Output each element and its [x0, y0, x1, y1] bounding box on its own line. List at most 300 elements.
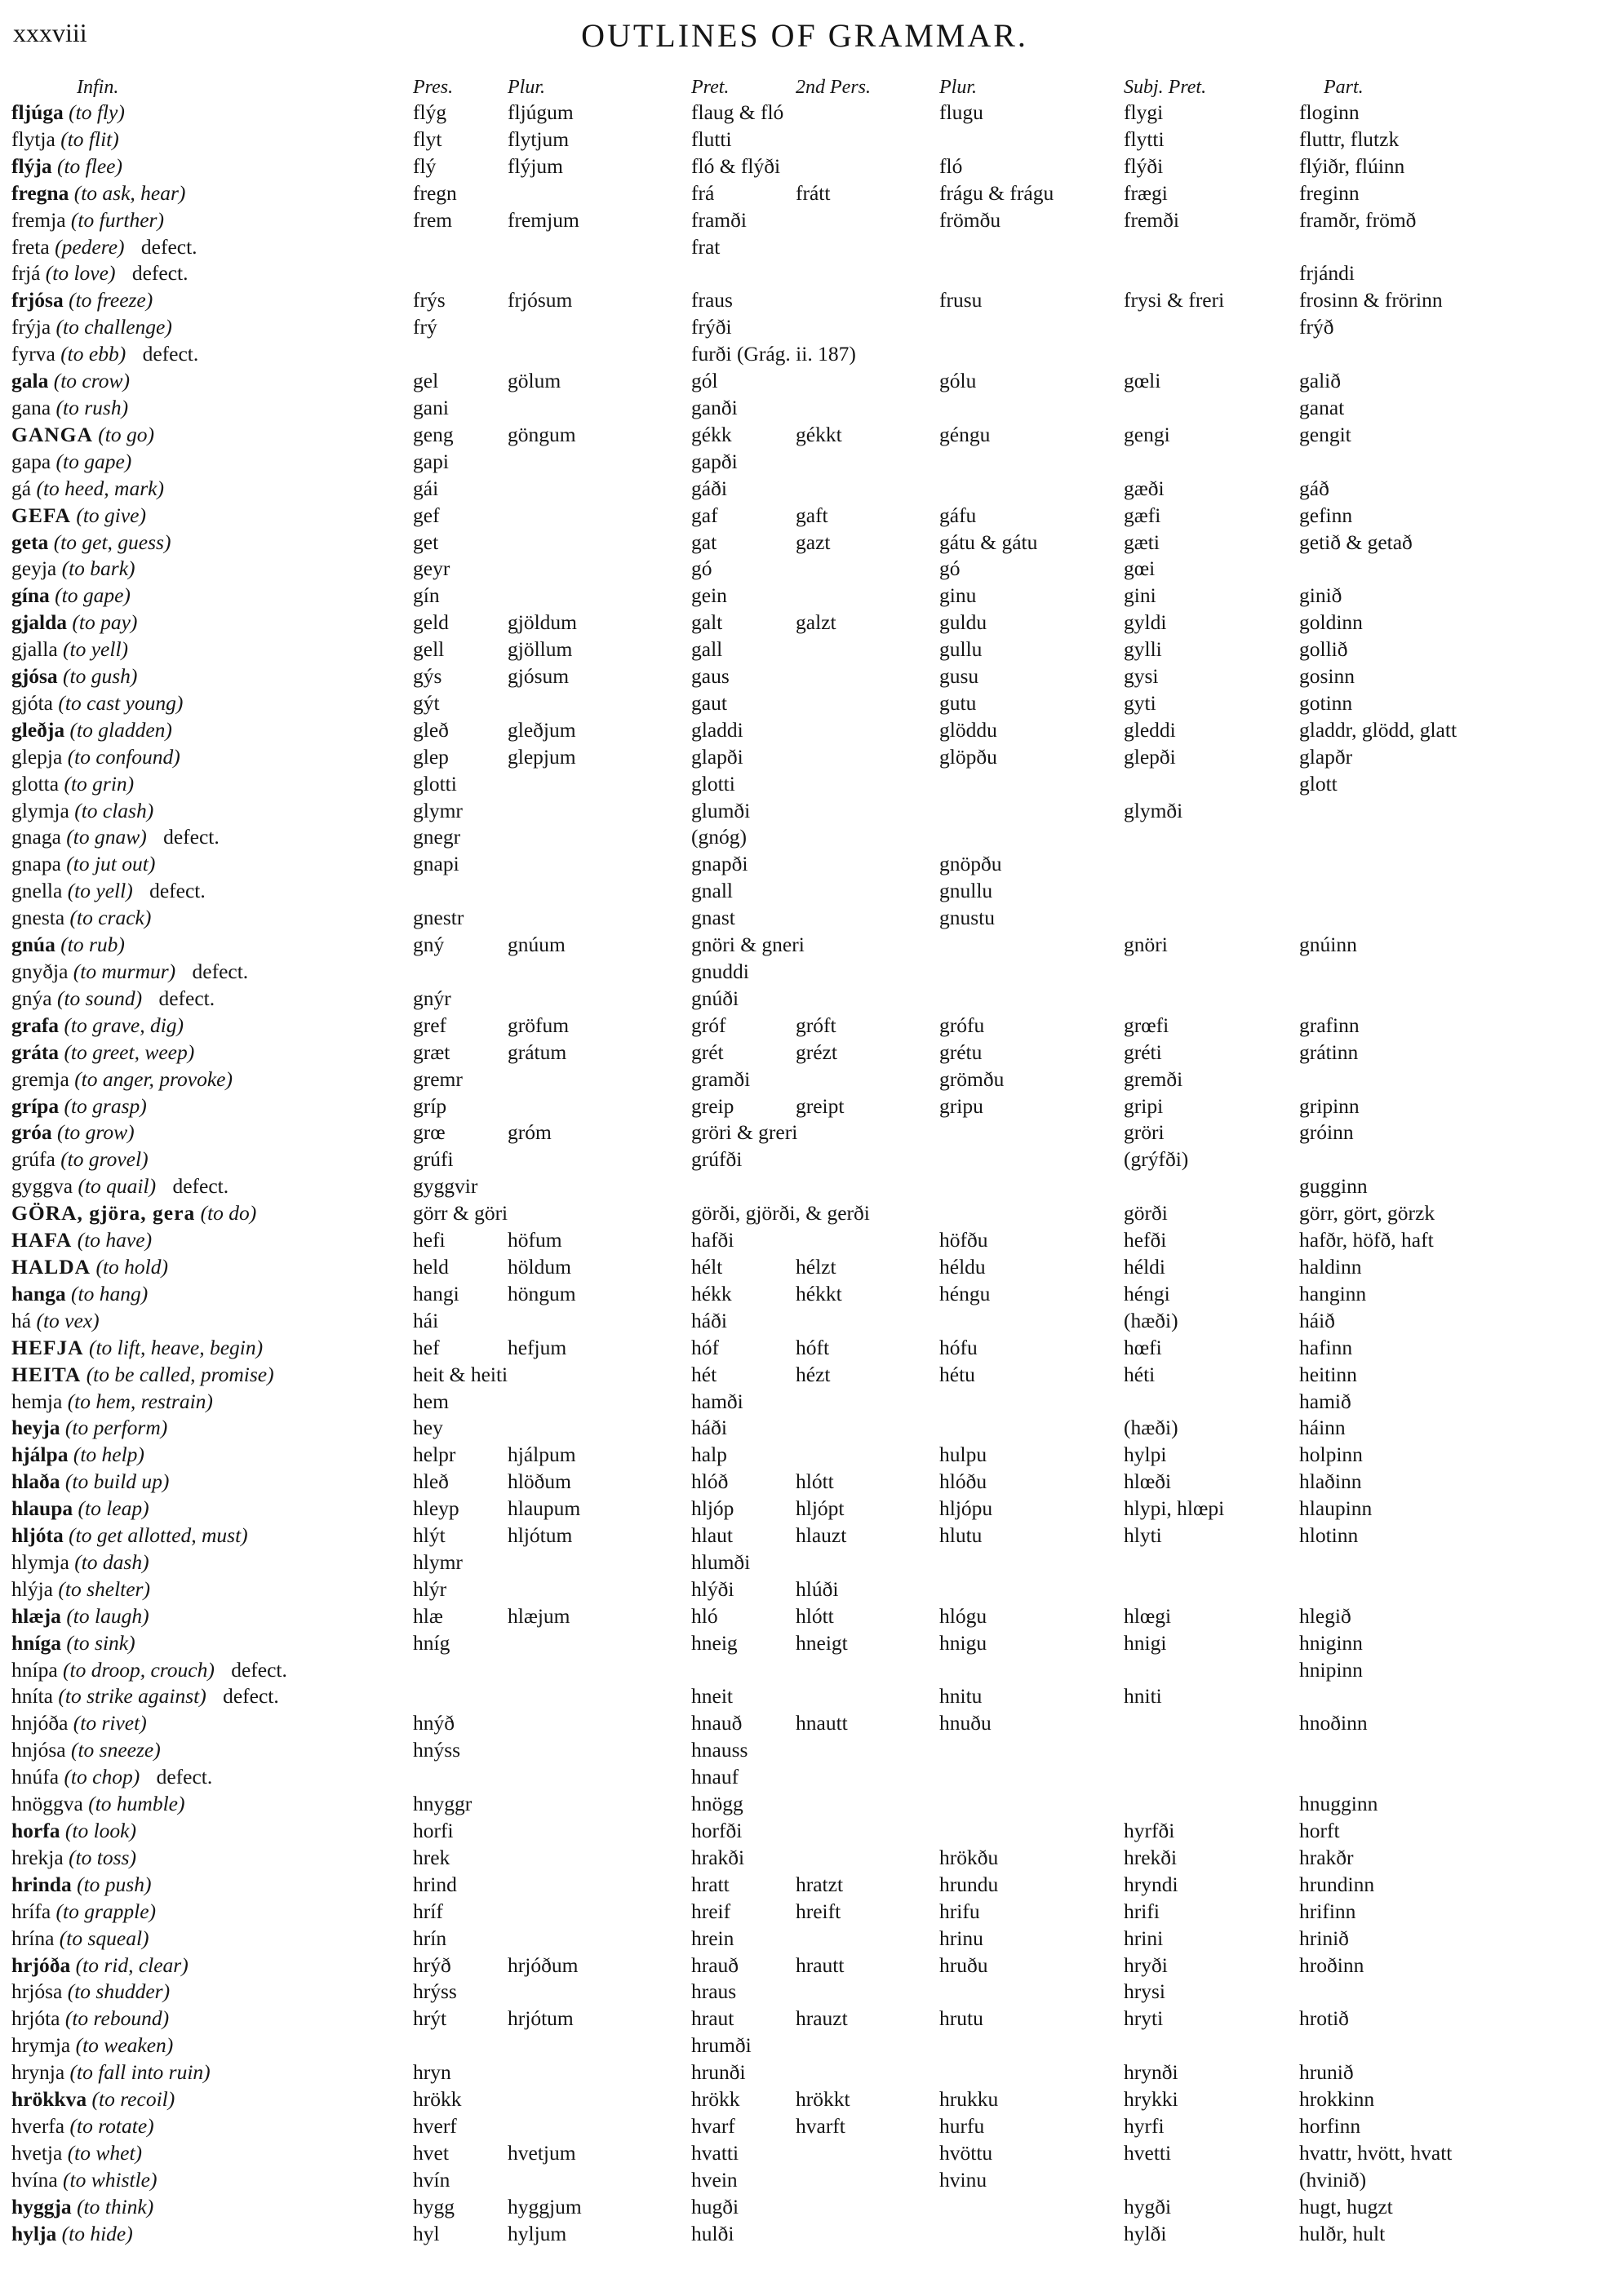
- verb-gloss: (to leap): [78, 1496, 149, 1521]
- present-cell: get: [413, 530, 439, 554]
- verb-gloss: (to get allotted, must): [69, 1523, 248, 1548]
- infinitive-cell: [11, 1818, 413, 1845]
- preterite-plural-cell: hvinu: [939, 2167, 987, 2192]
- table-row: [11, 287, 1603, 314]
- participle-cell: hrokkinn: [1299, 2087, 1375, 2112]
- preterite-2nd-person-cell: [796, 1308, 939, 1335]
- table-body: [11, 100, 1603, 2248]
- preterite-plural-cell: gusu: [939, 664, 979, 689]
- defect-note: defect.: [149, 879, 206, 903]
- preterite-plural-cell: [939, 1576, 1124, 1603]
- verb-headword: glymja: [11, 798, 69, 822]
- verb-gloss: (to gnaw): [66, 825, 147, 849]
- infinitive-cell: [11, 2194, 413, 2221]
- table-row: [11, 180, 1603, 207]
- subjunctive-preterite-cell: [1124, 1791, 1299, 1818]
- preterite-2nd-person-cell: [796, 986, 939, 1013]
- preterite-cell: hlumði: [691, 1549, 751, 1574]
- preterite-plural-cell: frágu & frágu: [939, 180, 1054, 205]
- preterite-cell: gróf: [691, 1013, 726, 1037]
- present-plural-cell: [508, 341, 691, 368]
- verb-headword: flýja: [11, 153, 52, 178]
- subjunctive-preterite-cell: [1124, 449, 1299, 476]
- preterite-2nd-person-cell: hreift: [796, 1899, 841, 1923]
- present-plural-cell: [508, 878, 691, 905]
- verb-headword: heyja: [11, 1416, 60, 1440]
- subjunctive-preterite-cell: gleddi: [1124, 717, 1176, 742]
- present-cell: hvet: [413, 2140, 449, 2165]
- preterite-cell: greip: [691, 1093, 734, 1118]
- present-cell: hái: [413, 1308, 439, 1332]
- infinitive-cell: [11, 1308, 413, 1335]
- preterite-plural-cell: hrutu: [939, 2006, 983, 2031]
- preterite-plural-cell: [939, 126, 1124, 153]
- present-plural-cell: [508, 1926, 691, 1952]
- table-row: [11, 449, 1603, 476]
- subjunctive-preterite-cell: flygi: [1124, 100, 1164, 124]
- defect-note: defect.: [140, 234, 197, 259]
- page-title: OUTLINES OF GRAMMAR.: [581, 17, 1028, 54]
- table-row: [11, 1146, 1603, 1173]
- verb-gloss: (to yell): [67, 879, 133, 903]
- participle-cell: [1299, 2032, 1603, 2059]
- defect-note: defect.: [172, 1174, 229, 1199]
- verb-headword: grafa: [11, 1013, 60, 1037]
- verb-gloss: (to do): [200, 1201, 257, 1226]
- present-plural-cell: [508, 1415, 691, 1442]
- verb-headword: gana: [11, 395, 51, 419]
- present-plural-cell: höngum: [508, 1281, 576, 1305]
- table-row: [11, 1899, 1603, 1926]
- preterite-plural-cell: géngu: [939, 422, 991, 446]
- verb-gloss: (to push): [77, 1872, 152, 1896]
- preterite-2nd-person-cell: [796, 1845, 939, 1872]
- preterite-2nd-person-cell: hratzt: [796, 1872, 844, 1896]
- verb-gloss: (to gape): [55, 449, 132, 473]
- page-header: [13, 15, 1596, 60]
- subjunctive-preterite-cell: hlœgi: [1124, 1603, 1172, 1628]
- subjunctive-preterite-cell: hyrfði: [1124, 1819, 1175, 1842]
- table-row: [11, 824, 1603, 851]
- participle-cell: galið: [1299, 369, 1341, 393]
- present-cell: græt: [413, 1039, 450, 1064]
- present-plural-cell: [508, 798, 691, 825]
- verb-headword: hnöggva: [11, 1792, 83, 1816]
- verb-headword: gjalda: [11, 610, 68, 635]
- verb-gloss: (to whet): [67, 2140, 143, 2165]
- infinitive-cell: [11, 2167, 413, 2194]
- infinitive-cell: [11, 1603, 413, 1630]
- infinitive-cell: [11, 1254, 413, 1281]
- preterite-cell: gall: [691, 637, 723, 662]
- present-cell: gyggvir: [413, 1174, 478, 1199]
- present-cell: [413, 260, 508, 287]
- preterite-2nd-person-cell: [796, 1442, 939, 1469]
- table-row: [11, 1710, 1603, 1737]
- subjunctive-preterite-cell: (hæði): [1124, 1308, 1178, 1332]
- participle-cell: fluttr, flutzk: [1299, 126, 1400, 151]
- preterite-2nd-person-cell: [796, 932, 939, 959]
- present-cell: glotti: [413, 771, 457, 796]
- subjunctive-preterite-cell: gnöri: [1124, 933, 1168, 957]
- preterite-cell: gat: [691, 530, 717, 554]
- infinitive-cell: [11, 1952, 413, 1979]
- verb-headword: hrymja: [11, 2033, 71, 2058]
- present-cell: hlæ: [413, 1603, 443, 1628]
- subjunctive-preterite-cell: (grýfði): [1124, 1147, 1189, 1172]
- participle-cell: [1299, 824, 1603, 851]
- preterite-plural-cell: gólu: [939, 369, 977, 393]
- subjunctive-preterite-cell: hyrfi: [1124, 2113, 1165, 2138]
- verb-gloss: (to build up): [64, 1469, 170, 1494]
- participle-cell: [1299, 1737, 1603, 1764]
- preterite-2nd-person-cell: hékkt: [796, 1281, 842, 1305]
- present-cell: [413, 1657, 508, 1684]
- participle-cell: gollið: [1299, 637, 1348, 662]
- participle-cell: glapðr: [1299, 744, 1353, 769]
- preterite-cell: hló: [691, 1603, 718, 1628]
- present-cell: [413, 878, 508, 905]
- table-row: [11, 1603, 1603, 1630]
- table-row: [11, 771, 1603, 798]
- present-plural-cell: [508, 1308, 691, 1335]
- verb-gloss: (to laugh): [66, 1603, 149, 1628]
- infinitive-cell: [11, 1281, 413, 1308]
- preterite-cell: háði: [691, 1308, 727, 1332]
- infinitive-cell: [11, 1442, 413, 1469]
- preterite-2nd-person-cell: hlótt: [796, 1603, 834, 1628]
- verb-gloss: (to fly): [69, 100, 125, 124]
- infinitive-cell: [11, 1039, 413, 1066]
- infinitive-cell: [11, 1979, 413, 2006]
- subjunctive-preterite-cell: gyldi: [1124, 610, 1167, 635]
- table-row: [11, 2167, 1603, 2194]
- preterite-2nd-person-cell: [796, 1415, 939, 1442]
- present-cell: hangi: [413, 1281, 459, 1305]
- subjunctive-preterite-cell: [1124, 395, 1299, 422]
- present-cell: gín: [413, 583, 440, 608]
- preterite-plural-cell: [939, 260, 1124, 287]
- preterite-2nd-person-cell: hneigt: [796, 1630, 848, 1655]
- table-row: [11, 1039, 1603, 1066]
- table-row: [11, 234, 1603, 261]
- present-cell: gái: [413, 476, 439, 500]
- preterite-plural-cell: [939, 476, 1124, 503]
- participle-cell: flýiðr, flúinn: [1299, 153, 1405, 178]
- preterite-2nd-person-cell: [796, 1549, 939, 1576]
- verb-gloss: (to flit): [60, 126, 119, 151]
- preterite-2nd-person-cell: hóft: [796, 1335, 830, 1359]
- verb-gloss: (pedere): [55, 234, 125, 259]
- verb-table: [11, 75, 1603, 2248]
- preterite-2nd-person-cell: [796, 126, 939, 153]
- verb-headword: gala: [11, 369, 49, 393]
- present-cell: hverf: [413, 2113, 457, 2138]
- col-header-pret-plur: Plur.: [939, 77, 978, 98]
- present-cell: hnýð: [413, 1711, 455, 1735]
- present-plural-cell: höldum: [508, 1254, 571, 1279]
- verb-gloss: (to go): [98, 422, 154, 446]
- present-cell: hleyp: [413, 1496, 459, 1521]
- infinitive-cell: [11, 986, 413, 1013]
- preterite-cell: halp: [691, 1443, 727, 1467]
- table-row: [11, 1119, 1603, 1146]
- preterite-plural-cell: [939, 2032, 1124, 2059]
- present-plural-cell: [508, 771, 691, 798]
- preterite-2nd-person-cell: frátt: [796, 180, 831, 205]
- table-row: [11, 368, 1603, 395]
- preterite-cell: glapði: [691, 744, 743, 769]
- infinitive-cell: [11, 636, 413, 663]
- present-cell: hnýss: [413, 1738, 461, 1762]
- present-cell: gell: [413, 637, 445, 662]
- infinitive-cell: [11, 2032, 413, 2059]
- present-plural-cell: gróm: [508, 1120, 552, 1145]
- preterite-2nd-person-cell: [796, 1227, 939, 1254]
- preterite-plural-cell: hljópu: [939, 1496, 993, 1521]
- present-plural-cell: [508, 851, 691, 878]
- present-cell: hrýt: [413, 2006, 447, 2031]
- preterite-cell: hét: [691, 1362, 717, 1386]
- preterite-cell: gnöri & gneri: [691, 933, 805, 957]
- preterite-cell: galt: [691, 610, 723, 635]
- present-cell: hnyggr: [413, 1792, 473, 1816]
- preterite-2nd-person-cell: [796, 100, 939, 126]
- verb-gloss: (to ebb): [60, 342, 126, 366]
- subjunctive-preterite-cell: hryti: [1124, 2006, 1164, 2031]
- preterite-cell: háði: [691, 1416, 727, 1440]
- participle-cell: hrakðr: [1299, 1845, 1354, 1869]
- present-cell: gani: [413, 395, 449, 419]
- preterite-cell: fraus: [691, 288, 733, 312]
- present-plural-cell: [508, 314, 691, 341]
- preterite-cell: hugði: [691, 2194, 739, 2218]
- participle-cell: hrundinn: [1299, 1872, 1375, 1896]
- subjunctive-preterite-cell: [1124, 986, 1299, 1013]
- preterite-2nd-person-cell: [796, 1657, 939, 1684]
- verb-gloss: (to perform): [64, 1416, 168, 1440]
- subjunctive-preterite-cell: [1124, 1657, 1299, 1684]
- preterite-plural-cell: gnullu: [939, 879, 993, 903]
- infinitive-cell: [11, 1227, 413, 1254]
- subjunctive-preterite-cell: hrysi: [1124, 1979, 1165, 2004]
- preterite-2nd-person-cell: [796, 878, 939, 905]
- present-plural-cell: [508, 1791, 691, 1818]
- table-row: [11, 583, 1603, 609]
- preterite-plural-cell: gnustu: [939, 906, 996, 930]
- preterite-2nd-person-cell: [796, 153, 939, 180]
- preterite-2nd-person-cell: hlauzt: [796, 1523, 847, 1548]
- participle-cell: gugginn: [1299, 1174, 1368, 1199]
- participle-cell: háinn: [1299, 1416, 1346, 1440]
- table-row: [11, 1335, 1603, 1362]
- present-cell: [413, 1764, 508, 1791]
- subjunctive-preterite-cell: [1124, 314, 1299, 341]
- present-plural-cell: göngum: [508, 422, 576, 446]
- subjunctive-preterite-cell: hrekði: [1124, 1845, 1178, 1869]
- infinitive-cell: [11, 1710, 413, 1737]
- verb-gloss: (to crow): [53, 369, 130, 393]
- present-cell: [413, 959, 508, 986]
- present-plural-cell: [508, 1549, 691, 1576]
- verb-gloss: (to freeze): [69, 288, 153, 312]
- preterite-2nd-person-cell: [796, 287, 939, 314]
- preterite-plural-cell: gripu: [939, 1093, 983, 1118]
- verb-gloss: (to have): [77, 1228, 153, 1252]
- present-plural-cell: [508, 530, 691, 556]
- verb-headword: hlaða: [11, 1469, 60, 1494]
- col-header-infin: Infin.: [77, 77, 119, 98]
- table-row: [11, 1362, 1603, 1389]
- infinitive-cell: [11, 1737, 413, 1764]
- preterite-cell: gól: [691, 369, 718, 393]
- subjunctive-preterite-cell: gysi: [1124, 664, 1159, 689]
- preterite-plural-cell: [939, 449, 1124, 476]
- preterite-2nd-person-cell: hézt: [796, 1362, 831, 1386]
- participle-cell: hamið: [1299, 1389, 1351, 1413]
- preterite-plural-cell: hrukku: [939, 2087, 999, 2112]
- infinitive-cell: [11, 1496, 413, 1523]
- subjunctive-preterite-cell: hvetti: [1124, 2140, 1172, 2165]
- table-row: [11, 878, 1603, 905]
- preterite-plural-cell: hétu: [939, 1362, 975, 1386]
- infinitive-cell: [11, 2221, 413, 2248]
- present-cell: gríp: [413, 1093, 447, 1118]
- preterite-2nd-person-cell: [796, 556, 939, 583]
- present-plural-cell: [508, 234, 691, 261]
- present-cell: hyl: [413, 2221, 440, 2245]
- participle-cell: frýð: [1299, 315, 1334, 339]
- preterite-2nd-person-cell: hlótt: [796, 1469, 834, 1494]
- preterite-2nd-person-cell: [796, 1764, 939, 1791]
- table-row: [11, 1683, 1603, 1710]
- preterite-plural-cell: hófu: [939, 1335, 978, 1359]
- verb-gloss: (to lift, heave, begin): [88, 1335, 264, 1359]
- participle-cell: freginn: [1299, 180, 1360, 205]
- present-cell: gýt: [413, 690, 440, 715]
- preterite-2nd-person-cell: [796, 663, 939, 690]
- infinitive-cell: [11, 1872, 413, 1899]
- preterite-cell: gnapði: [691, 852, 748, 876]
- present-plural-cell: hrjótum: [508, 2006, 574, 2031]
- verb-gloss: (to grapple): [55, 1899, 157, 1923]
- preterite-cell: grét: [691, 1039, 724, 1064]
- preterite-2nd-person-cell: [796, 1791, 939, 1818]
- present-plural-cell: [508, 2113, 691, 2140]
- preterite-plural-cell: [939, 1200, 1124, 1227]
- infinitive-cell: [11, 368, 413, 395]
- defect-note: defect.: [158, 986, 215, 1010]
- preterite-plural-cell: [939, 986, 1124, 1013]
- preterite-cell: hlýði: [691, 1576, 734, 1601]
- verb-gloss: (to pay): [72, 610, 138, 635]
- preterite-plural-cell: hrökðu: [939, 1845, 999, 1869]
- verb-headword: gnesta: [11, 906, 65, 930]
- preterite-plural-cell: [939, 1119, 1124, 1146]
- preterite-cell: hamði: [691, 1389, 743, 1413]
- table-row: [11, 663, 1603, 690]
- verb-headword: hrinda: [11, 1872, 72, 1896]
- table-row: [11, 395, 1603, 422]
- preterite-plural-cell: [939, 798, 1124, 825]
- subjunctive-preterite-cell: hrini: [1124, 1926, 1164, 1950]
- subjunctive-preterite-cell: [1124, 1710, 1299, 1737]
- preterite-plural-cell: [939, 1173, 1124, 1200]
- preterite-plural-cell: höfðu: [939, 1228, 988, 1252]
- table-row: [11, 1066, 1603, 1093]
- col-header-part: Part.: [1324, 77, 1364, 98]
- preterite-cell: gaut: [691, 690, 727, 715]
- preterite-2nd-person-cell: [796, 583, 939, 609]
- present-plural-cell: [508, 1979, 691, 2006]
- col-header-subj-pret: Subj. Pret.: [1124, 77, 1207, 98]
- subjunctive-preterite-cell: fremði: [1124, 207, 1179, 232]
- verb-gloss: (to whistle): [63, 2167, 158, 2192]
- present-plural-cell: frjósum: [508, 288, 573, 312]
- defect-note: defect.: [142, 342, 199, 366]
- subjunctive-preterite-cell: gröri: [1124, 1120, 1165, 1145]
- present-plural-cell: [508, 905, 691, 932]
- participle-cell: hlaðinn: [1299, 1469, 1362, 1494]
- present-plural-cell: hjálpum: [508, 1443, 576, 1467]
- present-plural-cell: gnúum: [508, 933, 566, 957]
- present-plural-cell: [508, 986, 691, 1013]
- infinitive-cell: [11, 744, 413, 771]
- preterite-2nd-person-cell: [796, 717, 939, 744]
- verb-headword: flytja: [11, 126, 55, 151]
- participle-cell: hrunið: [1299, 2060, 1354, 2085]
- preterite-cell: hljóp: [691, 1496, 734, 1521]
- subjunctive-preterite-cell: héldi: [1124, 1254, 1165, 1279]
- preterite-2nd-person-cell: [796, 395, 939, 422]
- table-row: [11, 1845, 1603, 1872]
- participle-cell: horfinn: [1299, 2113, 1361, 2138]
- table-row: [11, 1791, 1603, 1818]
- preterite-cell: hnauð: [691, 1711, 743, 1735]
- verb-gloss: (to give): [76, 503, 146, 527]
- table-row: [11, 2006, 1603, 2032]
- infinitive-cell: [11, 1630, 413, 1657]
- present-plural-cell: [508, 503, 691, 530]
- verb-headword: freta: [11, 234, 50, 259]
- present-cell: gnestr: [413, 906, 464, 930]
- table-row: [11, 207, 1603, 234]
- present-plural-cell: flytjum: [508, 126, 570, 151]
- verb-gloss: (to sneeze): [70, 1738, 161, 1762]
- infinitive-cell: [11, 422, 413, 449]
- verb-headword: GANGA: [11, 422, 93, 446]
- preterite-2nd-person-cell: [796, 1066, 939, 1093]
- preterite-plural-cell: grömðu: [939, 1066, 1005, 1091]
- participle-cell: frjándi: [1299, 261, 1355, 286]
- verb-gloss: (to clash): [74, 798, 154, 822]
- subjunctive-preterite-cell: héti: [1124, 1362, 1156, 1386]
- present-cell: fregn: [413, 180, 457, 205]
- subjunctive-preterite-cell: hlypi, hlœpi: [1124, 1496, 1225, 1521]
- present-cell: hem: [413, 1389, 449, 1413]
- table-row: [11, 100, 1603, 126]
- preterite-plural-cell: hnuðu: [939, 1711, 992, 1735]
- participle-cell: hlotinn: [1299, 1523, 1359, 1548]
- subjunctive-preterite-cell: gremði: [1124, 1066, 1183, 1091]
- table-row: [11, 530, 1603, 556]
- infinitive-cell: [11, 2059, 413, 2086]
- preterite-2nd-person-cell: [796, 798, 939, 825]
- infinitive-cell: [11, 1173, 413, 1200]
- verb-headword: hrökkva: [11, 2087, 87, 2112]
- verb-gloss: (to greet, weep): [64, 1039, 195, 1064]
- preterite-cell: hlóð: [691, 1469, 729, 1494]
